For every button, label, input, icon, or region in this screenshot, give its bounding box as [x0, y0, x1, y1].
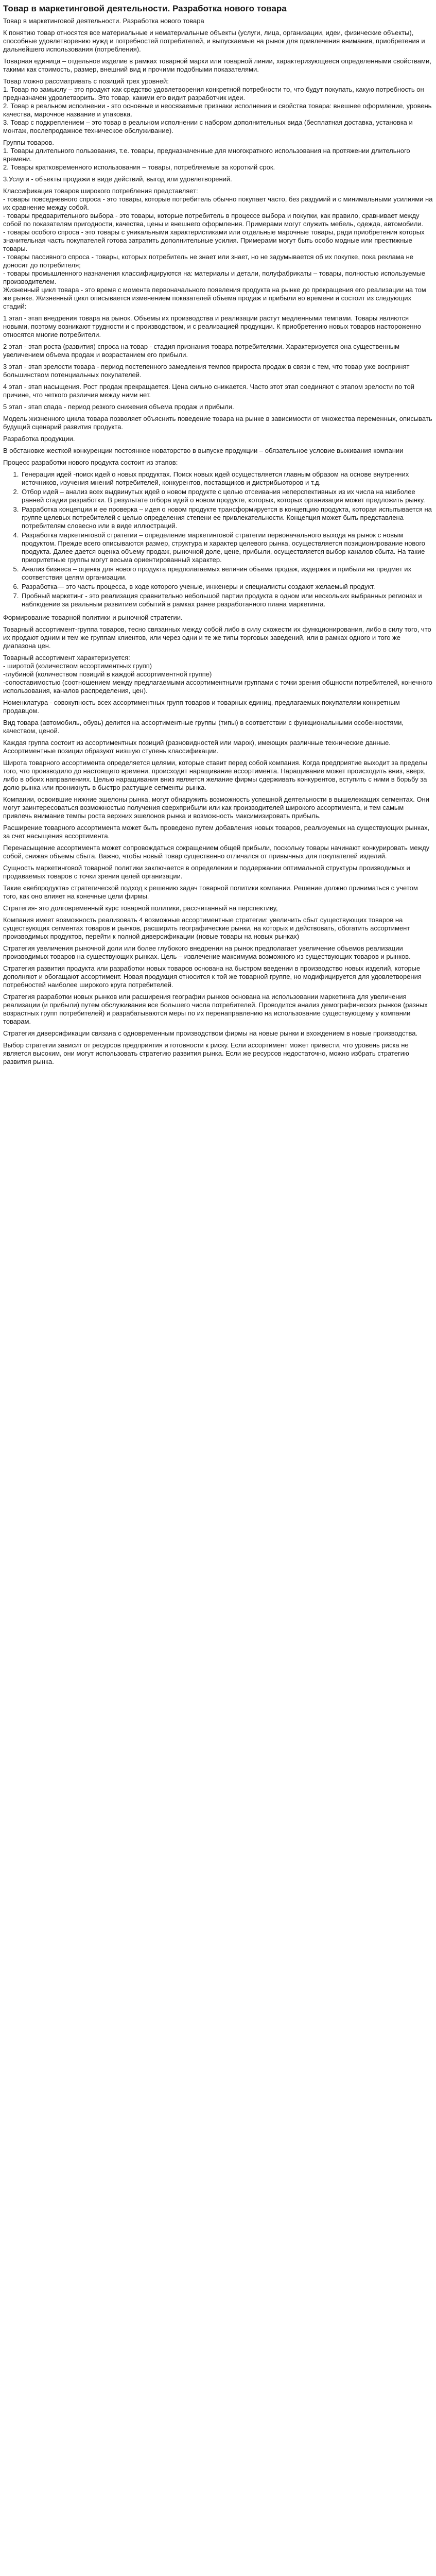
- lifecycle-stage-1: 1 этап - этап внедрения товара на рынок. Объемы их производства и реализации растут медленными темпами. Товары являются новыми, поэтому возникают трудности и с производством, и с реализацией продукции. К приобретению новых товаров настороженно относятся многие потребители.: [3, 314, 421, 338]
- product-groups-paragraph: [3, 139, 433, 172]
- list-item: 2. Отбор идей – анализ всех выдвинутых идей о новом продукте с целью отсеивания неперспективных из их числа на наиболее ранней стадии разработки. В результате отбора идей о новом продукте, которых, которых организация может предложить рынку.: [21, 488, 433, 504]
- assortment-width-paragraph: Широта товарного ассортимента определяется целями, которые ставит перед собой компания. Когда предприятие выходит за пределы того, что производило до настоящего времени, происходит наращивание ассортимента. Наращивание может происходить вниз, вверх, либо в обоих направлениях. Целью наращивания вниз является желание фирмы сдерживать конкурентов, вступить с ними в борьбу за долю рынка или проникнуть в быстро растущие сегменты рынка.: [3, 759, 427, 791]
- lifecycle-stage-4: 4 этап - этап насыщения. Рост продаж прекращается. Цена сильно снижается. Часто этот этап соединяют с этапом зрелости по той причине, что четкого различия между ними нет.: [3, 383, 414, 399]
- upper-segments-paragraph: Компании, освоившие нижние эшелоны рынка, могут обнаружить возможность успешной деятельности в вышележащих сегментах. Они могут заинтересоваться возможностью получения сверхприбыли или как производителей широкого ассортимента, и тем самым привлечь внимание темпы роста верхних эшелонов рынка и возможность максимизировать прибыль.: [3, 795, 429, 820]
- list-item: 1. Генерация идей -поиск идей о новых продуктах. Поиск новых идей осуществляется главным образом на основе внутренних источников, изучения мнений потребителей, конкурентов, поставщиков и дистрибьюторов и т.д.: [21, 470, 433, 487]
- product-type-paragraph: Вид товара (автомобиль, обувь) делится на ассортиментные группы (типы) в соответствии с функциональными особенностями, качеством, ценой.: [3, 719, 404, 735]
- development-process-intro: Процесс разработки нового продукта состоит из этапов:: [3, 459, 178, 466]
- text-line: 2. Товар в реальном исполнении - это основные и неосязаемые признаки исполнения и свойства товара: внешнее оформление, уровень качества, марочное название и упаковка.: [3, 102, 432, 118]
- strategic-approach-paragraph: Такие «вебпродукта» стратегической подход к решению задач товарной политики компании. Решение должно приниматься с учетом того, как оно влияет на конечные цели фирмы.: [3, 884, 418, 900]
- strategy-choice-paragraph: Выбор стратегии зависит от ресурсов предприятия и готовности к риску. Если ассортимент может привести, что уровень риска не является высоким, они могут использовать стратегию развития рынка. Если же ресурсов недостаточно, можно избрать стратегию развития рынка.: [3, 1041, 409, 1065]
- innovation-paragraph: В обстановке жесткой конкуренции постоянное новаторство в выпуске продукции – обязательное условие выживания компании: [3, 447, 404, 454]
- text-line: - товары предварительного выбора - это товары, которые потребитель в процессе выбора и покупки, как правило, сравнивает между собой по показателям пригодности, качества, цены и внешнего оформления. Примерами могут служить мебель, одежда, автомобили.: [3, 212, 424, 228]
- text-line: 1. Товары длительного пользования, т.е. товары, предназначенные для многократного использования на протяжении длительного времени.: [3, 147, 410, 163]
- lifecycle-stage-5: 5 этап - этап спада - период резкого снижения объема продаж и прибыли.: [3, 403, 234, 411]
- text-line: 3. Товар с подкреплением – это товар в реальном исполнении с набором дополнительных вида (бесплатная доставка, установка и монтаж, послепродажное техническое обслуживание).: [3, 118, 413, 134]
- classification-paragraph: [3, 187, 433, 311]
- text-line: -сопоставимостью (соотношением между предлагаемыми ассортиментными группами с точки зрения общности потребителей, конечного использования, каналов распределения, цен).: [3, 679, 432, 694]
- diversification-strategy: Стратегия диверсификации связана с одновременным производством фирмы на новые рынки и вхождением в новые производства.: [3, 1029, 418, 1037]
- policy-essence-paragraph: Сущность маркетинговой товарной политики заключается в определении и поддержании оптимальной структуры производимых и продаваемых товаров с точки зрения целей организации.: [3, 864, 410, 880]
- page-title: Товар в маркетинговой деятельности. Разработка нового товара: [3, 4, 287, 13]
- lifecycle-stage-2: 2 этап - этап роста (развития) спроса на товар - стадия признания товара потребителями. Характеризуется она существенным увеличением объема продаж и возрастанием его прибыли.: [3, 343, 400, 359]
- text-line: 2. Товары кратковременного использования – товары, потребляемые за короткий срок.: [3, 163, 275, 171]
- text-line: - товары промышленного назначения классифицируются на: материалы и детали, полуфабрикаты – товары, полностью используемые производителем.: [3, 269, 426, 285]
- text-line: - товары пассивного спроса - товары, которых потребитель не знает или знает, но не задумывается об их покупке, пока реклама не доносит до потребителя;: [3, 253, 413, 269]
- text-line: Классификация товаров широкого потребления представляет:: [3, 187, 198, 195]
- list-item: 3. Разработка концепции и ее проверка – идея о новом продукте трансформируется в концепцию продукта, которая испытывается на группе целевых потребителей с целью определения степени ее привлекательности. Концепция может быть представлена потребителям словесно или в виде иллюстраций.: [21, 505, 433, 530]
- four-strategies-paragraph: Компания имеет возможность реализовать 4 возможные ассортиментные стратегии: увеличить сбыт существующих товаров на существующих сегментах товаров и рынков, расширить географические рынки, на которых и действовать, обогатить ассортимент производимых продуктов, перейти к полной диверсификации (новые товары на новых рынках): [3, 916, 410, 940]
- oversaturation-paragraph: Перенасыщение ассортимента может сопровождаться сокращением общей прибыли, поскольку товары начинают конкурировать между собой, снижая объемы сбыта. Важно, чтобы новый товар существенно отличался от привычных для покупателей изделий.: [3, 844, 430, 860]
- text-line: Группы товаров.: [3, 139, 54, 146]
- list-item: 5. Анализ бизнеса – оценка для нового продукта предполагаемых величин объема продаж, издержек и прибыли на предмет их соответствия целям организации.: [21, 565, 433, 582]
- product-development-heading: Разработка продукции.: [3, 435, 75, 443]
- product-levels-paragraph: [3, 77, 433, 135]
- assortment-group-paragraph: Каждая группа состоит из ассортиментных позиций (разновидностей или марок), имеющих различные технические данные. Ассортиментные позиции образуют низшую ступень классификации.: [3, 739, 391, 755]
- product-unit-definition: Товарная единица – отдельное изделие в рамках товарной марки или товарной линии, характеризующееся определенными свойствами, такими как стоимость, размер, внешний вид и прочими подобными показателями.: [3, 57, 431, 73]
- list-item: 4. Разработка маркетинговой стратегии – определение маркетинговой стратегии первоначального выхода на рынок с новым продуктом. Прежде всего описываются размер, структура и характер целевого рынка, осуществляется позиционирование нового продукта. Далее дается оценка объему продаж, рыночной доле, цене, прибыли, осуществляется выбор каналов сбыта. На такие приоритетные группы могут весьма ориентированный характер.: [21, 531, 433, 564]
- product-definition: К понятию товар относятся все материальные и нематериальные объекты (услуги, лица, организации, идеи, физические объекты), способные удовлетворению нужд и потребностей потребителей, и выпускаемые на рынок для привлечения внимания, приобретения и дальнейшего использования (потребления).: [3, 29, 425, 53]
- lifecycle-model-paragraph: Модель жизненного цикла товара позволяет объяснить поведение товара на рынке в зависимости от множества переменных, описывать будущий сценарий развития продукта.: [3, 415, 432, 431]
- text-line: - широтой (количеством ассортиментных групп): [3, 662, 152, 670]
- assortment-expansion-paragraph: Расширение товарного ассортимента может быть проведено путем добавления новых товаров, реализуемых на существующих рынках, за счет насыщения ассортимента.: [3, 824, 430, 840]
- nomenclature-paragraph: Номенклатура - совокупность всех ассортиментных групп товаров и товарных единиц, предлагаемых покупателям конкретным продавцом.: [3, 699, 400, 715]
- document-page: [0, 0, 436, 1076]
- intro-subtitle: Товар в маркетинговой деятельности. Разработка нового товара: [3, 17, 204, 25]
- product-development-strategy: Стратегия развития продукта или разработки новых товаров основана на быстром введении в производство новых изделий, которые дополняют и обогащают ассортимент. Новая продукция относится к той же товарной группе, но модифицируется для удовлетворения потребностей наиболее широкого круга потребителей.: [3, 964, 422, 989]
- text-line: Жизненный цикл товара - это время с момента первоначального появления продукта на рынке до прекращения его реализации на том же рынке. Жизненный цикл описывается изменением показателей объема продаж и прибыли во времени и состоит из следующих стадий:: [3, 286, 426, 310]
- policy-heading: Формирование товарной политики и рыночной стратегии.: [3, 614, 183, 621]
- services-paragraph: 3.Услуги - объекты продажи в виде действий, выгод или удовлетворений.: [3, 175, 232, 183]
- lifecycle-stage-3: 3 этап - этап зрелости товара - период постепенного замедления темпов прироста продаж в связи с тем, что товар уже воспринят большинством потенциальных покупателей.: [3, 363, 410, 379]
- assortment-characteristics: [3, 654, 433, 695]
- list-item: 7. Пробный маркетинг - это реализация сравнительно небольшой партии продукта в одном или нескольких выбранных регионах и наблюдение за реальным развитием событий в рамках ранее разработанного плана маркетинга.: [21, 592, 433, 608]
- list-item: 6. Разработка— это часть процесса, в ходе которого ученые, инженеры и специалисты создают желаемый продукт.: [21, 583, 433, 591]
- text-line: 1. Товар по замыслу – это продукт как средство удовлетворения конкретной потребности то, что будут покупать, какую потребность он предназначен удовлетворить. Это товар, какими его видит разработчик идеи.: [3, 86, 424, 101]
- new-markets-strategy: Стратегия разработки новых рынков или расширения географии рынков основана на использовании маркетинга для увеличения реализации (и прибыли) путем обслуживания все большего числа потребителей. Проводится анализ демографических рынков (разных возрастных групп потребителей) и разрабатываются меры по их перенаправлению на использование существующему у компании товарам.: [3, 993, 428, 1025]
- text-line: -глубиной (количеством позиций в каждой ассортиментной группе): [3, 670, 212, 678]
- development-stages-list: [3, 470, 433, 608]
- text-line: Товар можно рассматривать с позиций трех уровней:: [3, 77, 169, 85]
- market-share-strategy: Стратегия увеличения рыночной доли или более глубокого внедрения на рынок предполагает увеличение объемов реализации производимых товаров на существующих рынках. Цель – извлечение максимума возможного из существующих товаров и рынков.: [3, 944, 411, 960]
- strategy-definition: Стратегия- это долговременный курс товарной политики, рассчитанный на перспективу,: [3, 904, 278, 912]
- text-line: - товары повседневного спроса - это товары, которые потребитель обычно покупает часто, без раздумий и с минимальными усилиями на их сравнение между собой.: [3, 195, 433, 211]
- text-line: - товары особого спроса - это товары с уникальными характеристиками или отдельные марочные товары, ради приобретения которых значительная часть покупателей готова затратить дополнительные усилия. Примерами могут быть особо модные или престижные товары.: [3, 228, 425, 252]
- text-line: Товарный ассортимент характеризуется:: [3, 654, 130, 662]
- assortment-definition: Товарный ассортимент-группа товаров, тесно связанных между собой либо в силу схожести их функционирования, либо в силу того, что их продают одним и тем же группам клиентов, или через одни и те же типы торговых заведений, или в рамках одного и того же диапазона цен.: [3, 625, 431, 650]
